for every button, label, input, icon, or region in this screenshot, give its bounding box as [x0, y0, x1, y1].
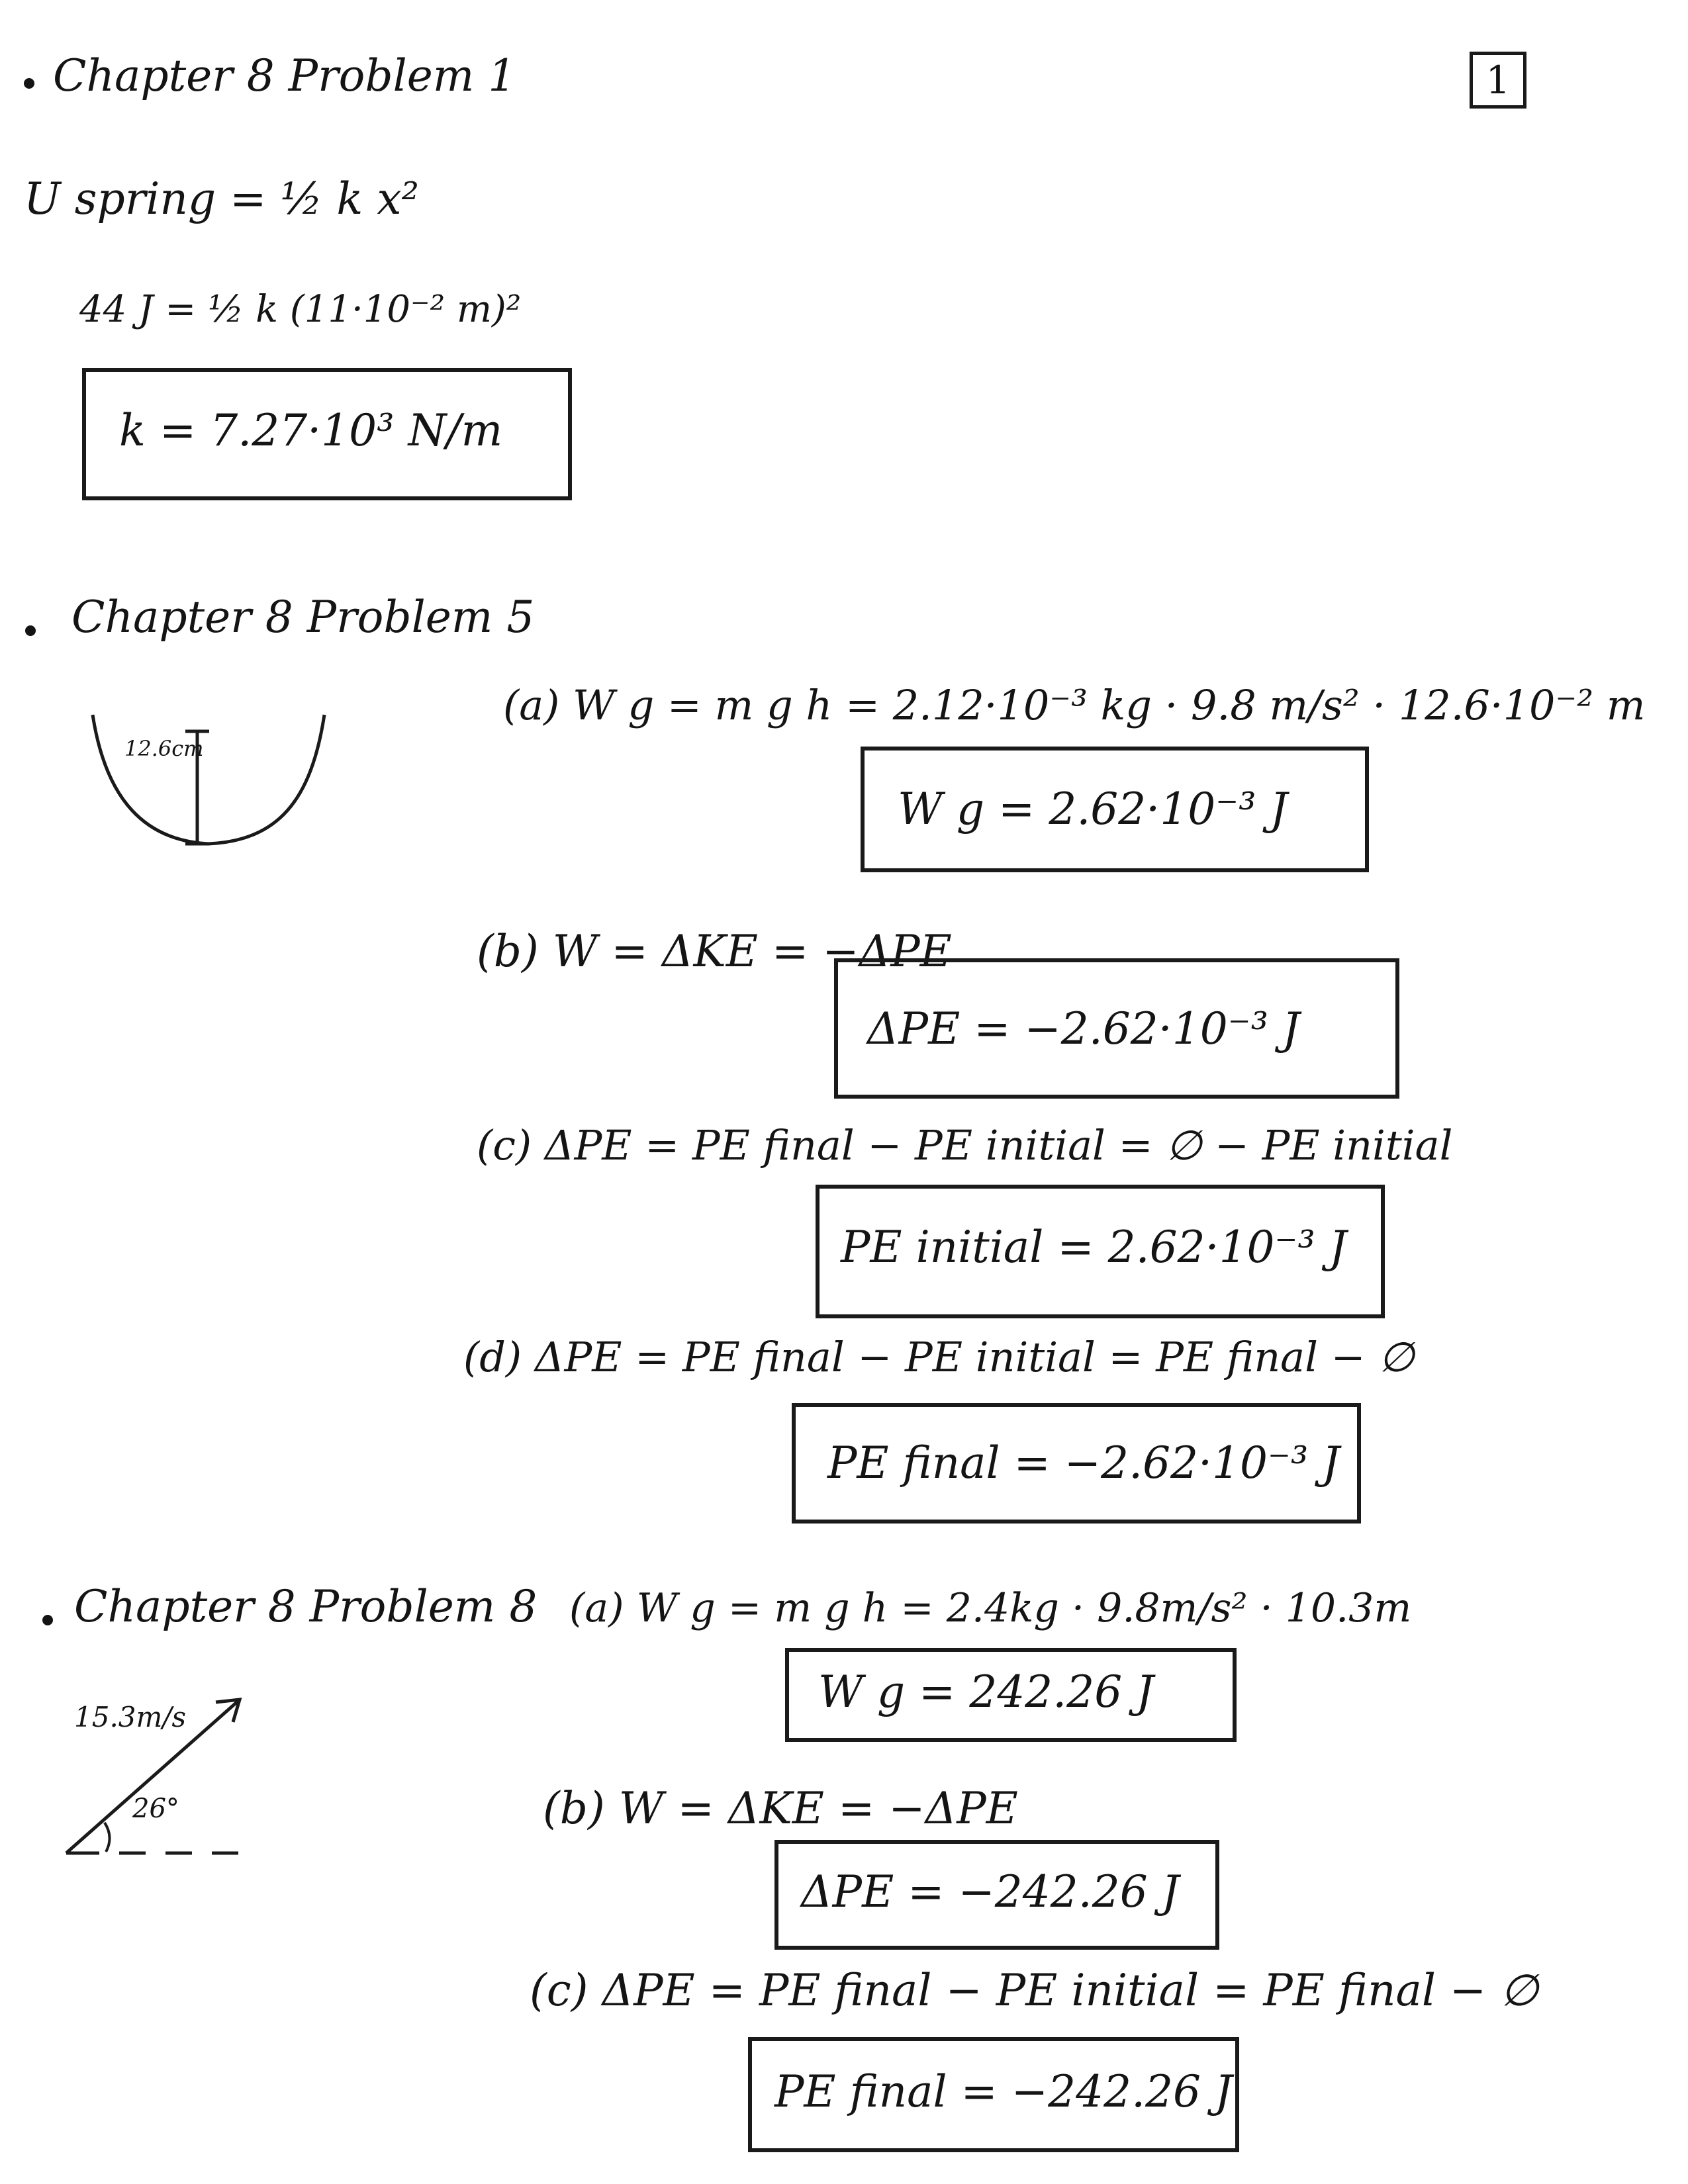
problem5-b-equation: (b) W = ΔKE = −ΔPE: [477, 926, 952, 977]
bullet: [42, 1615, 53, 1625]
projectile-speed-label: 15.3m/s: [74, 1701, 187, 1733]
bullet: [25, 625, 36, 636]
projectile-angle-label: 26°: [132, 1794, 179, 1824]
problem5-b-answer: ΔPE = −2.62·10⁻³ J: [867, 1003, 1300, 1054]
problem8-b-equation: (b) W = ΔKE = −ΔPE: [543, 1783, 1018, 1834]
problem1-formula: U spring = ½ k x²: [24, 173, 419, 224]
problem5-c-answer: PE initial = 2.62·10⁻³ J: [841, 1222, 1347, 1273]
problem8-a-answer: W g = 242.26 J: [818, 1666, 1154, 1717]
problem1-substitution: 44 J = ½ k (11·10⁻² m)²: [79, 288, 522, 331]
problem8-c-answer: PE final = −242.26 J: [774, 2066, 1233, 2117]
problem5-d-answer: PE final = −2.62·10⁻³ J: [827, 1437, 1340, 1488]
bowl-sketch: [79, 702, 344, 860]
problem1-answer: k = 7.27·10³ N/m: [119, 405, 503, 456]
problem1-heading: Chapter 8 Problem 1: [53, 50, 516, 101]
problem8-a-equation: (a) W g = m g h = 2.4kg · 9.8m/s² · 10.3m: [569, 1585, 1412, 1631]
problem5-a-equation: (a) W g = m g h = 2.12·10⁻³ kg · 9.8 m/s² · 12.6·10⁻² m: [503, 681, 1646, 729]
bowl-height-label: 12.6cm: [124, 736, 204, 761]
problem5-heading: Chapter 8 Problem 5: [71, 592, 535, 643]
problem8-heading: Chapter 8 Problem 8: [74, 1581, 538, 1632]
problem5-d-equation: (d) ΔPE = PE final − PE initial = PE final − ∅: [463, 1333, 1415, 1381]
problem8-c-equation: (c) ΔPE = PE final − PE initial = PE final − ∅: [530, 1965, 1538, 2016]
bullet: [24, 78, 34, 89]
page-number-box: 1: [1470, 52, 1526, 109]
problem8-b-answer: ΔPE = −242.26 J: [801, 1866, 1180, 1917]
problem5-c-equation: (c) ΔPE = PE final − PE initial = ∅ − PE initial: [477, 1121, 1453, 1169]
problem5-a-answer: W g = 2.62·10⁻³ J: [898, 784, 1288, 835]
